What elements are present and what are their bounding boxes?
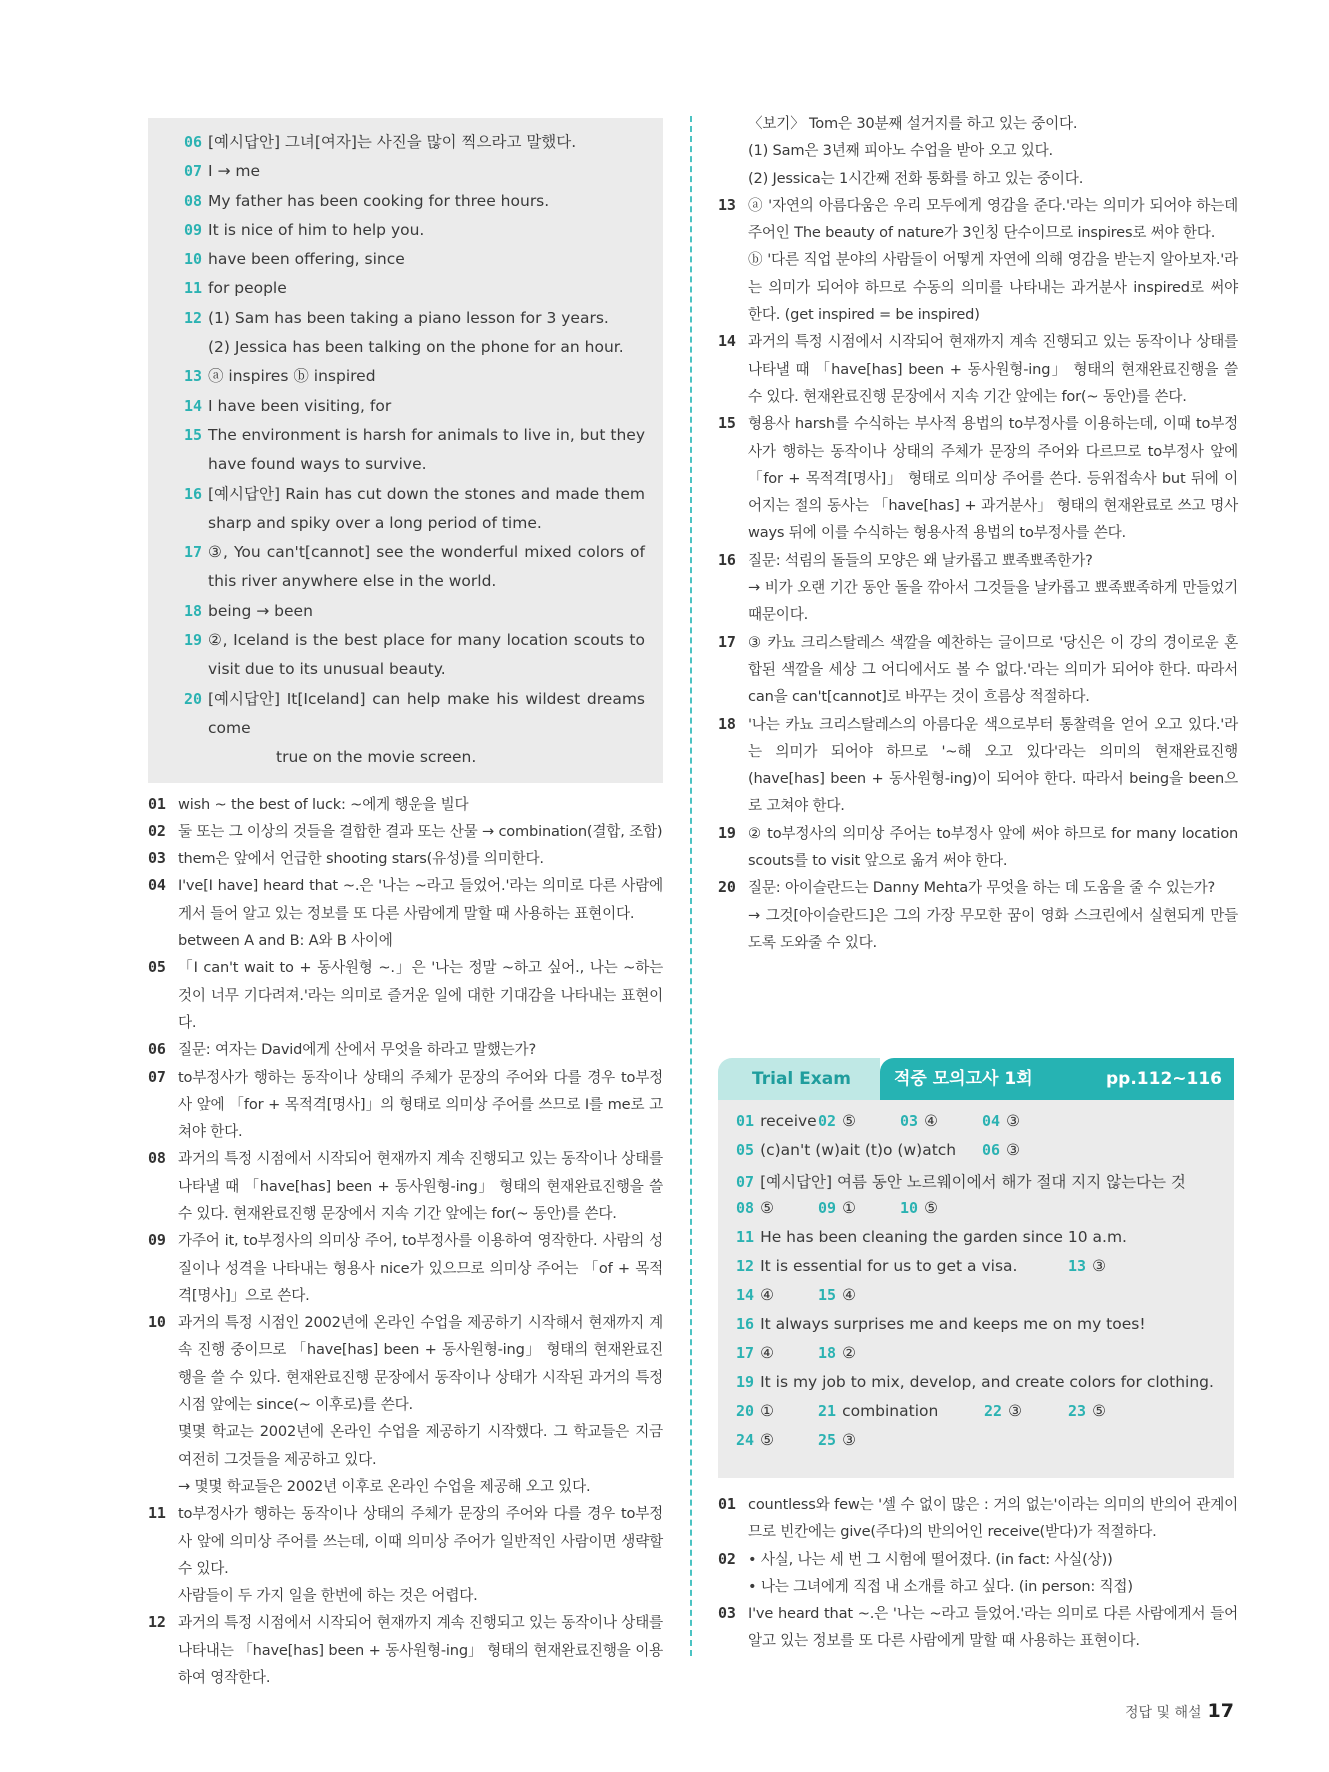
explanation-item	[718, 629, 1238, 711]
answer-continuation: (2) Jessica has been talking on the phone for an hour.	[208, 338, 624, 357]
right-explanations	[718, 192, 1238, 956]
trial-answer-item	[818, 1402, 938, 1420]
answer-text: being → been	[208, 601, 313, 620]
explanation-extra: • 나는 그녀에게 직접 내 소개를 하고 싶다. (in person: 직접)	[748, 1577, 1133, 1595]
explanation-text: 질문: 석림의 돌들의 모양은 왜 날카롭고 뾰족뾰족한가?	[748, 551, 1093, 569]
answer-number: 20	[184, 689, 203, 708]
trial-explanations	[718, 1491, 1238, 1655]
explanation-text: countless와 few는 '셀 수 없이 많은 : 거의 없는'이라는 의미의 반의어 관계이므로 빈칸에는 give(주다)의 반의어인 receive(받다)가 적절하다.	[748, 1496, 1238, 1541]
answer-number: 18	[184, 601, 203, 620]
explanation-item	[718, 192, 1238, 328]
trial-exam-title-bar	[880, 1058, 1234, 1100]
trial-answer-text: ③	[1006, 1141, 1020, 1159]
explanation-number: 15	[718, 414, 736, 433]
explanation-item	[148, 872, 663, 954]
right-column	[718, 110, 1238, 956]
answer-text: I → me	[208, 162, 261, 181]
explanation-item	[718, 547, 1238, 629]
explanation-item	[148, 1609, 663, 1691]
explanation-item	[718, 410, 1238, 546]
explanation-number: 03	[148, 849, 166, 868]
explanation-number: 06	[148, 1040, 166, 1059]
answer-text: [예시답안] Rain has cut down the stones and made them sharp and spiky over a long period of time.	[208, 484, 645, 532]
trial-answer-text: ⑤	[924, 1199, 938, 1217]
trial-answer-text: ④	[842, 1286, 856, 1304]
explanation-text: ③ 카뇨 크리스탈레스 색깔을 예찬하는 글이므로 '당신은 이 강의 경이로운 혼합된 색깔을 세상 그 어디에서도 볼 수 없다.'라는 의미가 되어야 한다. 따라서 can을 can't[cannot]로 바꾸는 것이 흐름상 적절하다.	[748, 633, 1238, 706]
trial-answer-text: receive	[760, 1112, 817, 1130]
trial-answer-item	[736, 1141, 956, 1159]
explanation-text: to부정사가 행하는 동작이나 상태의 주체가 문장의 주어와 다를 경우 to부정사 앞에 의미상 주어를 쓰는데, 이때 의미상 주어가 일반적인 사람이면 생략할 수 있다.	[178, 1505, 663, 1577]
trial-answer-number: 25	[818, 1431, 837, 1449]
trial-answer-item	[982, 1112, 1020, 1130]
explanation-extra: 사람들이 두 가지 일을 한번에 하는 것은 어렵다.	[178, 1587, 478, 1605]
answer-text: ③, You can't[cannot] see the wonderful mixed colors of this river anywhere else in the world.	[208, 543, 645, 591]
trial-answer-item	[982, 1141, 1020, 1159]
explanation-item	[148, 1500, 663, 1609]
answer-number: 09	[184, 220, 203, 239]
explanation-extra: → 비가 오랜 기간 동안 돌을 깎아서 그것들을 날카롭고 뾰족뾰족하게 만들었기 때문이다.	[748, 579, 1238, 624]
example-line: 〈보기〉 Tom은 30분째 설거지를 하고 있는 중이다.	[748, 115, 1078, 132]
trial-exam-pages: pp.112~116	[1105, 1069, 1222, 1089]
answer-number: 16	[184, 484, 203, 503]
explanation-text: wish ~ the best of luck: ~에게 행운을 빌다	[178, 795, 469, 813]
explanation-extra: ⓑ '다른 직업 분야의 사람들이 어떻게 자연에 의해 영감을 받는지 알아보자.'라는 의미가 되어야 하므로 수동의 의미를 나타내는 과거분사 inspired로 써야 한다. (get inspired = be inspired)	[748, 251, 1238, 324]
answer-text: for people	[208, 279, 287, 298]
trial-answer-item	[736, 1344, 774, 1362]
trial-answer-number: 16	[736, 1315, 755, 1333]
answer-text: ⓐ inspires ⓑ inspired	[208, 367, 376, 386]
trial-answer-number: 03	[900, 1112, 919, 1130]
explanation-item	[718, 874, 1238, 956]
trial-exam-header	[718, 1058, 1234, 1100]
explanation-number: 12	[148, 1613, 166, 1632]
answer-number: 07	[184, 162, 203, 181]
trial-answer-text: combination	[842, 1402, 939, 1420]
trial-answer-item	[736, 1286, 774, 1304]
explanation-text: I've heard that ~.은 '나는 ~라고 들었어.'라는 의미로 다른 사람에게서 들어 알고 있는 정보를 또 다른 사람에게 말할 때 사용하는 표현이다.	[748, 1605, 1238, 1650]
example-line: (2) Jessica는 1시간째 전화 통화를 하고 있는 중이다.	[748, 169, 1084, 187]
answer-box	[148, 118, 663, 783]
trial-answer-text: ⑤	[760, 1431, 774, 1449]
trial-answer-number: 04	[982, 1112, 1001, 1130]
trial-answer-text: ①	[842, 1199, 856, 1217]
explanation-text: ⓐ '자연의 아름다움은 우리 모두에게 영감을 준다.'라는 의미가 되어야 하는데 주어인 The beauty of nature가 3인칭 단수이므로 inspires로 써야 한다.	[748, 196, 1238, 242]
trial-answer-number: 18	[818, 1344, 837, 1362]
trial-answer-number: 12	[736, 1257, 755, 1275]
explanation-item	[148, 1064, 663, 1146]
answer-item	[166, 157, 645, 186]
explanation-item	[148, 1227, 663, 1309]
explanation-text: 둘 또는 그 이상의 것들을 결합한 결과 또는 산물 → combination(결합, 조합)	[178, 822, 663, 840]
explanation-item	[148, 845, 663, 872]
explanation-text: • 사실, 나는 세 번 그 시험에 떨어졌다. (in fact: 사실(상))	[748, 1550, 1113, 1568]
answer-number: 13	[184, 367, 203, 386]
trial-exam-answers	[718, 1100, 1234, 1478]
trial-answer-number: 22	[984, 1402, 1003, 1420]
trial-answer-text: ④	[760, 1344, 774, 1362]
explanation-text: 과거의 특정 시점에서 시작되어 현재까지 계속 진행되고 있는 동작이나 상태를 나타낼 때 「have[has] been + 동사원형-ing」 형태의 현재완료진행을 쓸 수 있다. 현재완료진행 문장에서 지속 기간 앞에는 for(~ 동안)를 쓴다.	[748, 333, 1238, 405]
answer-item	[166, 187, 645, 216]
answer-text: The environment is harsh for animals to live in, but they have found ways to survive.	[208, 425, 645, 474]
trial-answer-item	[736, 1170, 1186, 1192]
trial-answer-text: ④	[760, 1286, 774, 1304]
page-number: 17	[1207, 1700, 1234, 1722]
answer-item	[166, 538, 645, 597]
explanation-number: 07	[148, 1067, 166, 1086]
trial-answer-number: 10	[900, 1199, 919, 1217]
trial-answer-text: ③	[1008, 1402, 1022, 1420]
explanation-extra: → 그것[아이슬란드]은 그의 가장 무모한 꿈이 영화 스크린에서 실현되게 만들도록 도와줄 수 있다.	[748, 906, 1238, 951]
trial-exam-label: Trial Exam	[718, 1058, 880, 1100]
trial-answer-item	[1068, 1257, 1106, 1275]
trial-answer-item	[900, 1199, 938, 1217]
trial-answer-text: ①	[760, 1402, 774, 1420]
trial-answer-number: 05	[736, 1141, 755, 1159]
answer-text: ②, Iceland is the best place for many location scouts to visit due to its unusual beauty.	[208, 631, 645, 679]
answer-item	[166, 216, 645, 245]
explanation-number: 08	[148, 1149, 166, 1168]
trial-answer-number: 06	[982, 1141, 1001, 1159]
explanation-number: 03	[718, 1604, 736, 1623]
trial-answer-text: ③	[842, 1431, 856, 1449]
explanation-text: 질문: 여자는 David에게 산에서 무엇을 하라고 말했는가?	[178, 1041, 536, 1059]
answer-item	[166, 421, 645, 480]
trial-answer-text: It is essential for us to get a visa.	[760, 1257, 1018, 1275]
explanation-text: '나는 카뇨 크리스탈레스의 아름다운 색으로부터 통찰력을 얻어 오고 있다.'라는 의미가 되어야 하므로 '~해 오고 있다'라는 의미의 현재완료진행 (have[has] been + 동사원형-ing)이 되어야 한다. 따라서 being을 been으로 고쳐야 한다.	[748, 715, 1238, 815]
explanation-text: 형용사 harsh를 수식하는 부사적 용법의 to부정사를 이용하는데, 이때 to부정사가 행하는 동작이나 상태의 주체가 문장의 주어와 다르므로 to부정사 앞에 「for + 목적격[명사]」 형태로 의미상 주어를 쓴다. 등위접속사 but 뒤에 이어지는 절의 동사는 「have[has] + 과거분사」 형태의 현재완료로 쓰고 명사 ways 뒤에 이를 수식하는 형용사적 용법의 to부정사를 쓴다.	[748, 415, 1238, 542]
trial-answer-text: ⑤	[842, 1112, 856, 1130]
trial-answer-text: [예시답안] 여름 동안 노르웨이에서 해가 절대 지지 않는다는 것	[760, 1173, 1186, 1191]
explanation-item	[148, 791, 663, 818]
trial-answer-number: 14	[736, 1286, 755, 1304]
trial-answer-item	[736, 1373, 1214, 1391]
trial-answer-number: 21	[818, 1402, 837, 1420]
explanation-number: 01	[718, 1495, 736, 1513]
trial-answer-number: 07	[736, 1173, 755, 1191]
explanation-number: 19	[718, 823, 736, 842]
answer-number: 06	[184, 133, 203, 151]
example-line: (1) Sam은 3년째 피아노 수업을 받아 오고 있다.	[748, 142, 1053, 160]
trial-answer-number: 11	[736, 1228, 755, 1246]
answer-item	[166, 392, 645, 421]
answer-item	[166, 362, 645, 391]
explanation-text: 과거의 특정 시점에서 시작되어 현재까지 계속 진행되고 있는 동작이나 상태를 나타내는 「have[has] been + 동사원형-ing」 형태의 현재완료진행을 이용하여 영작한다.	[178, 1614, 663, 1687]
answer-text: [예시답안] 그녀[여자]는 사진을 많이 찍으라고 말했다.	[208, 133, 577, 151]
trial-answer-item	[818, 1344, 856, 1362]
answer-number: 11	[184, 279, 203, 298]
explanation-item	[718, 328, 1238, 410]
trial-exam-title: 적중 모의고사 1회	[894, 1069, 1033, 1089]
explanation-item	[148, 1036, 663, 1063]
trial-answer-item	[736, 1228, 1127, 1246]
trial-answer-item	[818, 1431, 856, 1449]
trial-answer-item	[736, 1431, 774, 1449]
trial-answer-number: 15	[818, 1286, 837, 1304]
trial-answer-item	[818, 1199, 856, 1217]
explanation-number: 18	[718, 714, 736, 733]
footer-label: 정답 및 해설	[1125, 1705, 1202, 1721]
trial-answer-number: 17	[736, 1344, 755, 1362]
page-footer	[1125, 1700, 1234, 1722]
answer-item	[166, 304, 645, 363]
answer-text: It is nice of him to help you.	[208, 220, 425, 239]
explanation-extra: → 몇몇 학교들은 2002년 이후로 온라인 수업을 제공해 오고 있다.	[178, 1477, 591, 1495]
trial-answer-number: 01	[736, 1112, 755, 1130]
explanation-number: 14	[718, 332, 736, 351]
explanation-number: 09	[148, 1231, 166, 1250]
explanation-text: them은 앞에서 언급한 shooting stars(유성)를 의미한다.	[178, 850, 544, 868]
trial-answer-item	[736, 1257, 1017, 1275]
explanation-text: 「I can't wait to + 동사원형 ~.」은 '나는 정말 ~하고 싶어., 나는 ~하는 것이 너무 기다려져.'라는 의미로 즐거운 일에 대한 기대감을 나타내는 표현이다.	[178, 959, 663, 1031]
explanation-text: 가주어 it, to부정사의 의미상 주어, to부정사를 이용하여 영작한다. 사람의 성질이나 성격을 나타내는 형용사 nice가 있으므로 의미상 주어는 「of + 목적격[명사]」으로 쓴다.	[178, 1232, 663, 1304]
trial-answer-text: He has been cleaning the garden since 10 a.m.	[760, 1228, 1127, 1246]
trial-answer-number: 02	[818, 1112, 837, 1130]
trial-answer-number: 08	[736, 1199, 755, 1217]
explanation-text: ② to부정사의 의미상 주어는 to부정사 앞에 써야 하므로 for many location scouts를 to visit 앞으로 옮겨 써야 한다.	[748, 824, 1238, 870]
explanation-text: 과거의 특정 시점인 2002년에 온라인 수업을 제공하기 시작해서 현재까지 계속 진행 중이므로 「have[has] been + 동사원형-ing」 형태의 현재완료진행을 쓸 수 있다. 현재완료진행 문장에서 동작이나 상태가 시작된 과거의 특정 시점 앞에는 since(~ 이후로)를 쓴다.	[178, 1314, 663, 1414]
trial-answer-text: It is my job to mix, develop, and create colors for clothing.	[760, 1373, 1214, 1391]
explanation-item	[718, 820, 1238, 875]
trial-answer-text: It always surprises me and keeps me on my toes!	[760, 1315, 1146, 1333]
trial-answer-item	[900, 1112, 938, 1130]
trial-answer-item	[984, 1402, 1022, 1420]
trial-answer-text: (c)an't (w)ait (t)o (w)atch	[760, 1141, 957, 1159]
explanation-number: 02	[148, 821, 166, 840]
answer-item	[166, 685, 645, 773]
answer-number: 10	[184, 250, 203, 269]
explanation-text: to부정사가 행하는 동작이나 상태의 주체가 문장의 주어와 다를 경우 to부정사 앞에 「for + 목적격[명사]」의 형태로 의미상 주어를 쓰므로 I를 me로 고쳐야 한다.	[178, 1068, 663, 1141]
explanation-number: 20	[718, 878, 736, 897]
answer-text: My father has been cooking for three hours.	[208, 191, 550, 210]
answer-number: 15	[184, 425, 203, 444]
answer-item	[166, 626, 645, 685]
answer-item	[166, 128, 645, 157]
trial-answer-text: ③	[1092, 1257, 1106, 1275]
answer-number: 08	[184, 191, 203, 210]
explanation-text: I've[I have] heard that ~.은 '나는 ~라고 들었어.'라는 의미로 다른 사람에게서 들어 알고 있는 정보를 또 다른 사람에게 말할 때 사용하는 표현이다.	[178, 877, 663, 922]
trial-answer-item	[736, 1402, 774, 1420]
explanation-number: 02	[718, 1549, 736, 1568]
answer-continuation: true on the movie screen.	[276, 748, 477, 767]
answer-text: (1) Sam has been taking a piano lesson for 3 years.	[208, 308, 609, 327]
answer-item	[166, 597, 645, 626]
trial-answer-number: 19	[736, 1373, 755, 1391]
explanation-item	[148, 818, 663, 845]
trial-answer-item	[818, 1286, 856, 1304]
explanation-extra: between A and B: A와 B 사이에	[178, 932, 393, 950]
explanation-item	[718, 1546, 1238, 1601]
trial-answer-text: ⑤	[760, 1199, 774, 1217]
explanation-number: 01	[148, 794, 166, 813]
explanation-number: 13	[718, 195, 736, 214]
explanation-text: 질문: 아이슬란드는 Danny Mehta가 무엇을 하는 데 도움을 줄 수 있는가?	[748, 879, 1216, 897]
trial-answer-number: 13	[1068, 1257, 1087, 1275]
explanation-number: 05	[148, 958, 166, 977]
trial-answer-text: ③	[1006, 1112, 1020, 1130]
explanation-item	[718, 711, 1238, 820]
explanation-extra: 몇몇 학교는 2002년에 온라인 수업을 제공하기 시작했다. 그 학교들은 지금 여전히 그것들을 제공하고 있다.	[178, 1423, 663, 1468]
explanation-number: 10	[148, 1313, 166, 1332]
answer-item	[166, 274, 645, 303]
answer-number: 12	[184, 308, 203, 327]
trial-answer-item	[818, 1112, 856, 1130]
example-sentences	[718, 110, 1238, 192]
trial-answer-item	[736, 1112, 817, 1130]
trial-answer-number: 20	[736, 1402, 755, 1420]
trial-answer-text: ⑤	[1092, 1402, 1106, 1420]
explanation-number: 16	[718, 550, 736, 569]
answer-number: 14	[184, 396, 203, 415]
answer-text: I have been visiting, for	[208, 396, 392, 415]
trial-answer-item	[736, 1315, 1146, 1333]
explanation-item	[148, 1309, 663, 1500]
left-explanations	[148, 791, 663, 1692]
answer-item	[166, 480, 645, 539]
trial-answer-number: 23	[1068, 1402, 1087, 1420]
explanation-item	[718, 1491, 1238, 1546]
column-divider	[690, 116, 692, 1656]
answer-item	[166, 245, 645, 274]
trial-answer-number: 24	[736, 1431, 755, 1449]
answer-text: have been offering, since	[208, 250, 405, 269]
explanation-item	[148, 1145, 663, 1227]
trial-answer-text: ②	[842, 1344, 856, 1362]
trial-answer-item	[736, 1199, 774, 1217]
answer-number: 19	[184, 631, 203, 650]
explanation-text: 과거의 특정 시점에서 시작되어 현재까지 계속 진행되고 있는 동작이나 상태를 나타낼 때 「have[has] been + 동사원형-ing」 형태의 현재완료진행을 쓸 수 있다. 현재완료진행 문장에서 지속 기간 앞에는 for(~ 동안)를 쓴다.	[178, 1150, 663, 1222]
trial-answer-number: 09	[818, 1199, 837, 1217]
trial-answer-item	[1068, 1402, 1106, 1420]
explanation-item	[718, 1600, 1238, 1655]
trial-answer-text: ④	[924, 1112, 938, 1130]
explanation-item	[148, 954, 663, 1036]
answer-number: 17	[184, 543, 203, 562]
explanation-number: 04	[148, 876, 166, 895]
explanation-number: 17	[718, 632, 736, 651]
explanation-number: 11	[148, 1504, 166, 1523]
left-column	[148, 118, 663, 1691]
answer-text: [예시답안] It[Iceland] can help make his wildest dreams come	[208, 689, 645, 737]
